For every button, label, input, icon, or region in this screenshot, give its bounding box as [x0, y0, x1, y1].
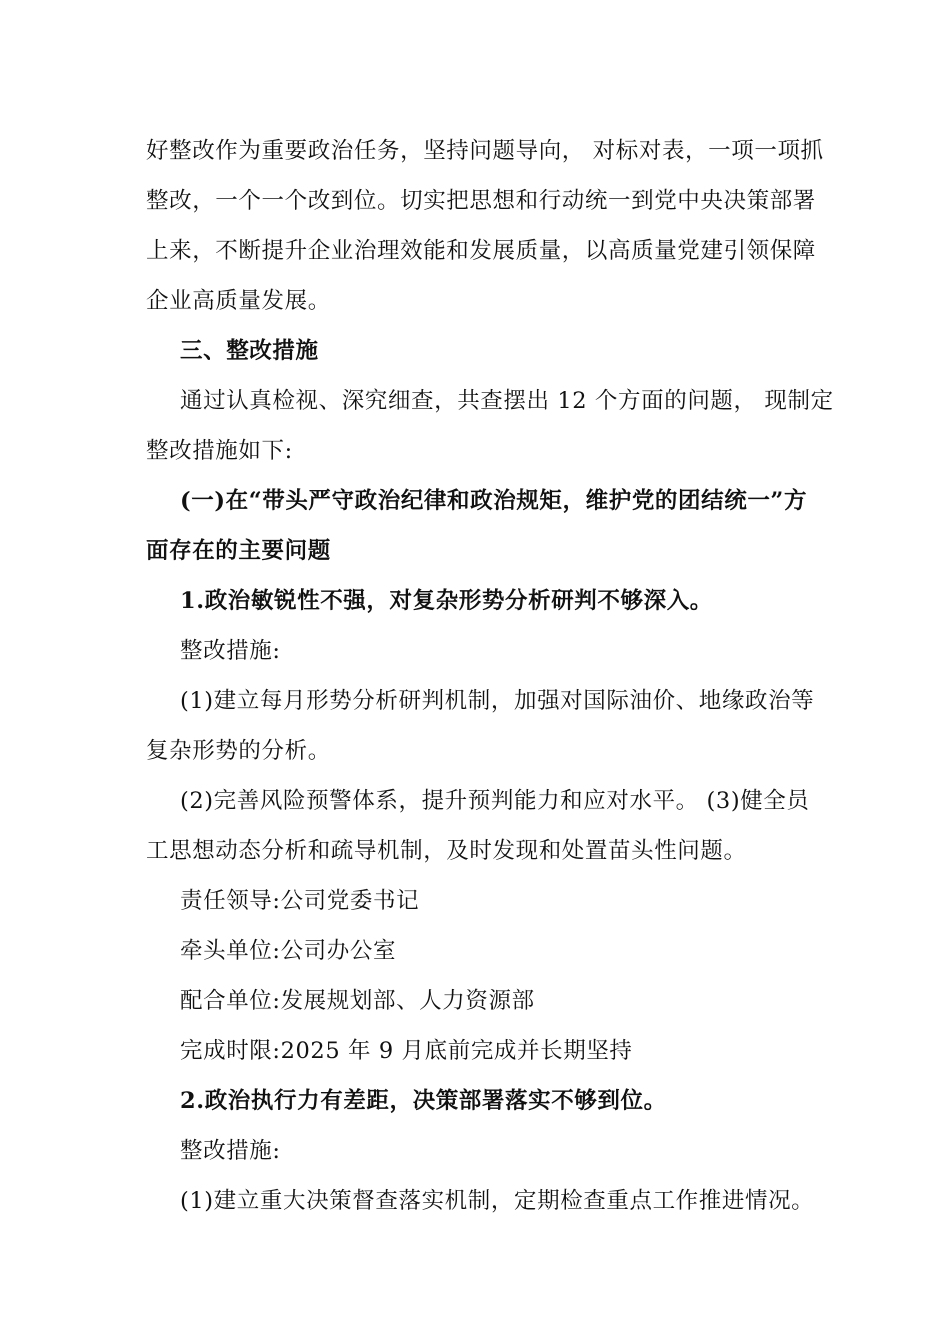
measure-item: (2)完善风险预警体系，提升预判能力和应对水平。 (3)健全员	[180, 788, 810, 814]
cooperating-units: 配合单位:发展规划部、人力资源部	[180, 988, 535, 1014]
problem-heading: 1.政治敏锐性不强，对复杂形势分析研判不够深入。	[180, 588, 713, 614]
paragraph-line: 整改，一个一个改到位。切实把思想和行动统一到党中央决策部署	[146, 188, 816, 214]
lead-unit: 牵头单位:公司办公室	[180, 938, 397, 964]
deadline: 完成时限:2025 年 9 月底前完成并长期坚持	[180, 1038, 633, 1064]
measure-item: 工思想动态分析和疏导机制，及时发现和处置苗头性问题。	[146, 838, 747, 864]
measure-item: (1)建立每月形势分析研判机制，加强对国际油价、地缘政治等	[180, 688, 815, 714]
paragraph-line: 好整改作为重要政治任务，坚持问题导向， 对标对表，一项一项抓	[146, 138, 824, 164]
paragraph-line: 整改措施如下:	[146, 438, 293, 464]
measure-item: (1)建立重大决策督查落实机制，定期检查重点工作推进情况。	[180, 1188, 815, 1214]
paragraph-line: 通过认真检视、深究细查，共查摆出 12 个方面的问题， 现制定	[180, 388, 834, 414]
paragraph-line: 企业高质量发展。	[146, 288, 331, 314]
paragraph-line: 上来，不断提升企业治理效能和发展质量，以高质量党建引领保障	[146, 238, 816, 264]
measures-label: 整改措施:	[180, 1138, 281, 1164]
problem-heading: 2.政治执行力有差距，决策部署落实不够到位。	[180, 1088, 667, 1114]
responsible-leader: 责任领导:公司党委书记	[180, 888, 420, 914]
section-heading: 三、整改措施	[180, 338, 319, 364]
measures-label: 整改措施:	[180, 638, 281, 664]
measure-item: 复杂形势的分析。	[146, 738, 331, 764]
subsection-heading: (一)在“带头严守政治纪律和政治规矩，维护党的团结统一”方	[180, 488, 808, 514]
subsection-heading: 面存在的主要问题	[146, 538, 331, 564]
